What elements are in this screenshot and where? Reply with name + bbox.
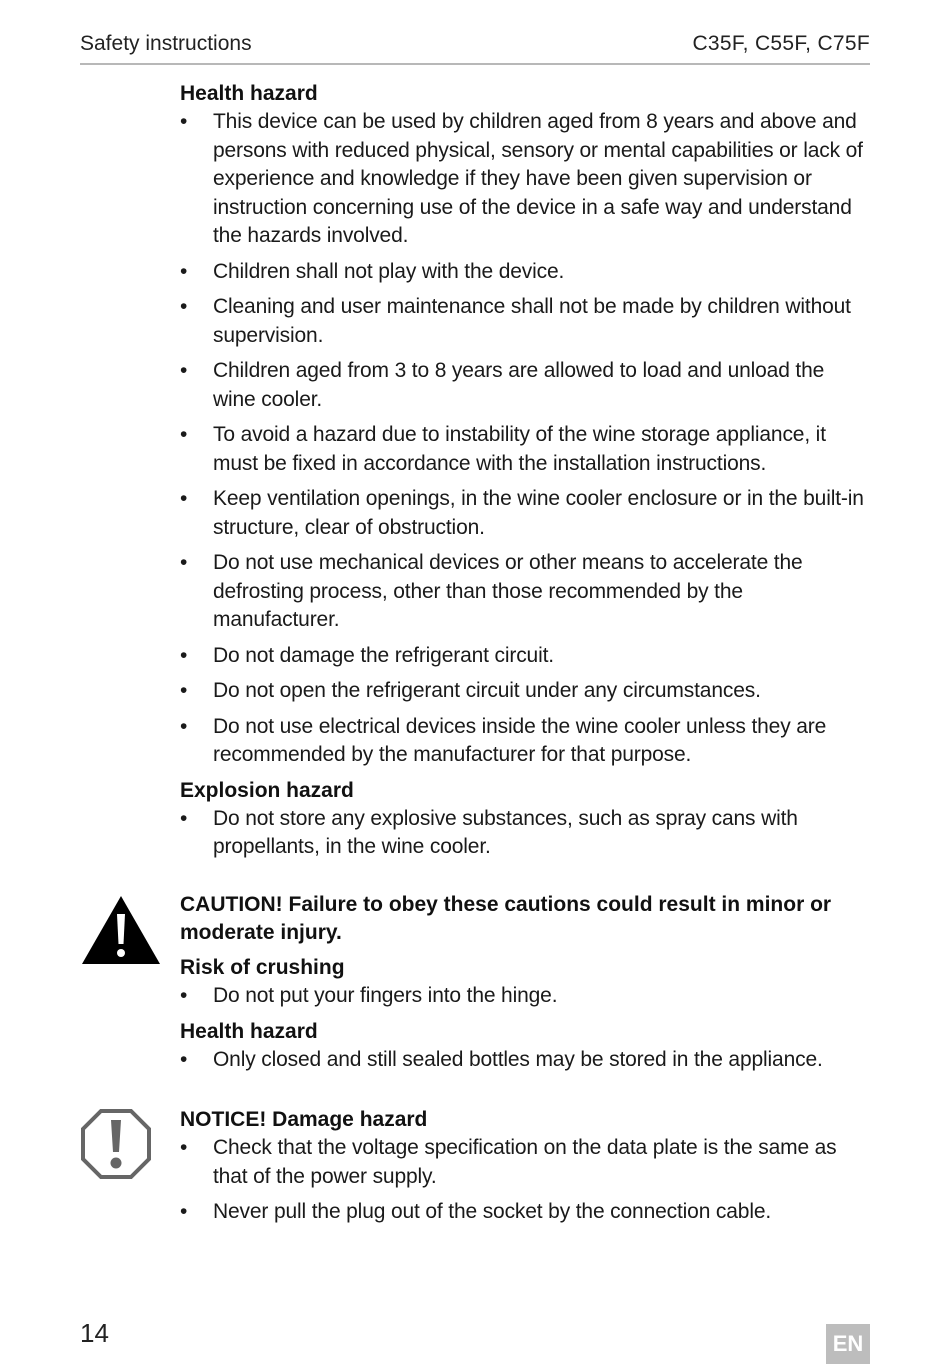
health-hazard-list-2 [180, 1046, 870, 1075]
notice-list [180, 1134, 870, 1227]
list-item: • Only closed and still sealed bottles may be stored in the appliance. [180, 1046, 870, 1075]
bullet-icon: • [180, 806, 188, 830]
page-number: 14 [80, 1318, 109, 1348]
health-hazard-list [180, 108, 870, 770]
page-header [80, 32, 870, 65]
bullet-icon: • [180, 551, 188, 574]
bullet-icon: • [180, 110, 188, 133]
explosion-hazard-list [180, 805, 870, 862]
list-item: • Do not store any explosive substances, such as spray cans with propellants, in the wine cooler. [180, 806, 798, 858]
list-item: • Children aged from 3 to 8 years are allowed to load and unload the wine cooler. [180, 359, 825, 411]
language-badge: EN [826, 1324, 870, 1364]
list-item: • Do not use mechanical devices or other means to accelerate the defrosting process, other than those recommended by the manufacturer. [180, 551, 803, 631]
crushing-list [180, 982, 870, 1011]
notice-block [180, 1106, 870, 1234]
notice-title: NOTICE! Damage hazard [180, 1108, 428, 1131]
health-hazard-heading-2: Health hazard [180, 1019, 318, 1043]
list-item: • Keep ventilation openings, in the wine cooler enclosure or in the built-in structure, clear of obstruction. [180, 487, 864, 539]
section-title: Safety instructions [80, 32, 252, 55]
bullet-icon: • [180, 359, 188, 382]
list-item: • Never pull the plug out of the socket by the connection cable. [180, 1198, 870, 1227]
explosion-hazard-heading: Explosion hazard [180, 778, 354, 802]
list-item: • Check that the voltage specification on the data plate is the same as that of the power supply. [180, 1136, 837, 1188]
bullet-icon: • [180, 679, 188, 702]
warning-triangle-icon [80, 894, 162, 966]
risk-of-crushing-heading: Risk of crushing [180, 956, 345, 979]
list-item: • This device can be used by children aged from 8 years and above and persons with reduced physical, sensory or mental capabilities or lack of experience and knowledge if they have been given supervision or instruction concerning use of the device in a safe way and understand the hazards involved. [180, 110, 863, 247]
bullet-icon: • [180, 984, 188, 1007]
notice-octagon-icon [80, 1108, 152, 1180]
bullet-icon: • [180, 643, 188, 667]
list-item: • To avoid a hazard due to instability of the wine storage appliance, it must be fixed in accordance with the installation instructions. [180, 423, 826, 475]
list-item: • Do not damage the refrigerant circuit. [180, 642, 870, 671]
model-names: C35F, C55F, C75F [692, 32, 870, 55]
bullet-icon: • [180, 1047, 188, 1071]
bullet-icon: • [180, 295, 188, 318]
bullet-icon: • [180, 259, 188, 283]
list-item: • Do not put your fingers into the hinge. [180, 982, 870, 1011]
bullet-icon: • [180, 1200, 188, 1223]
bullet-icon: • [180, 487, 188, 510]
caution-title: CAUTION! Failure to obey these cautions could result in minor or moderate injury. [180, 893, 832, 944]
bullet-icon: • [180, 714, 188, 738]
bullet-icon: • [180, 1136, 188, 1159]
list-item: • Do not open the refrigerant circuit under any circumstances. [180, 677, 870, 706]
bullet-icon: • [180, 423, 188, 446]
list-item: • Cleaning and user maintenance shall not be made by children without supervision. [180, 295, 851, 347]
list-item: • Children shall not play with the device. [180, 258, 870, 287]
list-item: • Do not use electrical devices inside the wine cooler unless they are recommended by the manufacturer for that purpose. [180, 714, 827, 766]
main-content [180, 80, 870, 869]
caution-block [180, 891, 870, 1081]
health-hazard-heading: Health hazard [180, 82, 318, 105]
